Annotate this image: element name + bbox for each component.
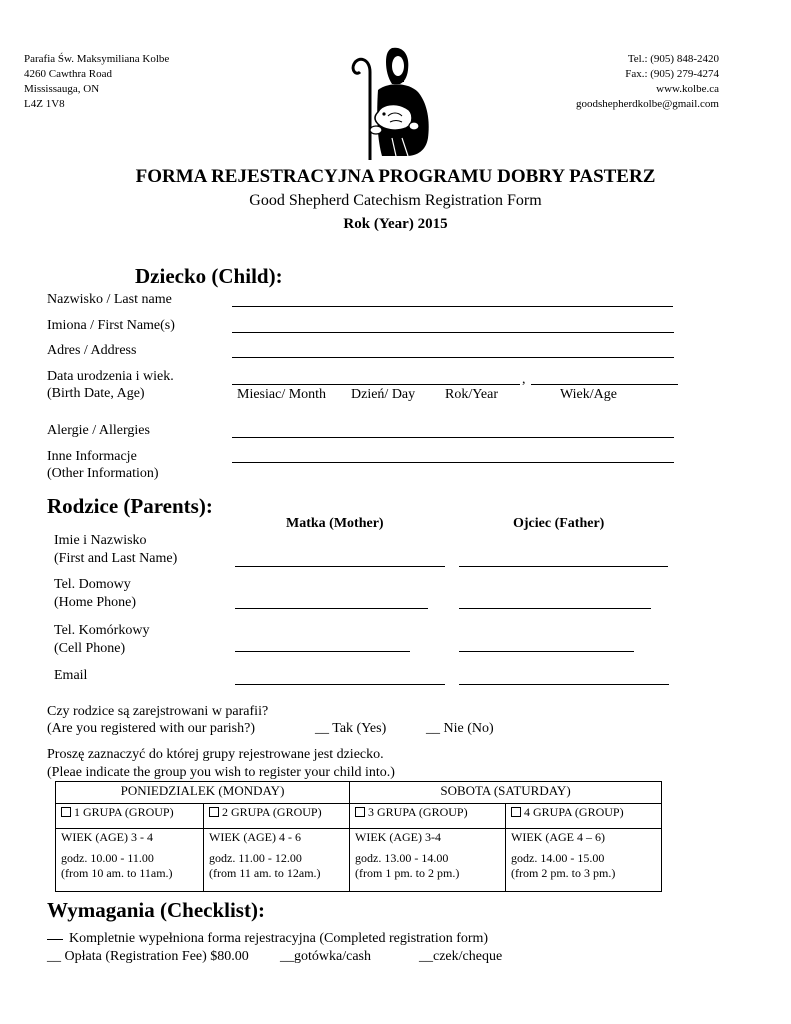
group-instruction-pl: Proszę zaznaczyć do której grupy rejestrowane jest dziecko. [47, 747, 384, 762]
parents-section-heading: Rodzice (Parents): [47, 494, 213, 518]
contact-phone: Tel.: (905) 848-2420 [627, 53, 719, 65]
group-1-details [56, 829, 204, 892]
group-2-time: godz. 11.00 - 12.00 [209, 851, 302, 865]
allergies-label: Alergie / Allergies [47, 423, 150, 438]
birth-date-comma: , [522, 372, 526, 387]
child-first-names-field[interactable] [232, 332, 674, 333]
address-label: Adres / Address [47, 343, 137, 358]
child-birth-date-field[interactable] [232, 384, 520, 385]
child-address-field[interactable] [232, 357, 674, 358]
birth-date-label-en: (Birth Date, Age) [47, 386, 145, 401]
address-line: Mississauga, ON [24, 83, 100, 95]
home-phone-label-en: (Home Phone) [54, 595, 137, 610]
group-2-label: 2 GRUPA (GROUP) [222, 805, 322, 819]
cell-phone-label-pl: Tel. Komórkowy [54, 623, 150, 638]
email-label: Email [54, 668, 88, 683]
group-4-time-en: (from 2 pm. to 3 pm.) [511, 866, 616, 880]
good-shepherd-logo [348, 42, 438, 160]
day-caption: Dzień/ Day [351, 387, 416, 402]
parish-question-pl: Czy rodzice są zarejstrowani w parafii? [47, 704, 269, 719]
birth-date-label-pl: Data urodzenia i wiek. [47, 369, 174, 384]
group-4-details [506, 829, 662, 892]
group-1-time: godz. 10.00 - 11.00 [61, 851, 154, 865]
group-4-label: 4 GRUPA (GROUP) [524, 805, 624, 819]
group-3-age: WIEK (AGE) 3-4 [355, 830, 441, 844]
group-2-age: WIEK (AGE) 4 - 6 [209, 830, 301, 844]
checkbox-icon[interactable] [209, 807, 219, 817]
checkbox-icon[interactable] [511, 807, 521, 817]
form-year: Rok (Year) 2015 [343, 216, 448, 232]
parish-no-option[interactable]: __ Nie (No) [426, 721, 494, 736]
parish-address [24, 52, 169, 112]
contact-website: www.kolbe.ca [656, 83, 719, 95]
home-phone-label-pl: Tel. Domowy [54, 577, 131, 592]
father-cell-phone-field[interactable] [459, 651, 634, 652]
group-2-time-en: (from 11 am. to 12am.) [209, 866, 321, 880]
group-3-time-en: (from 1 pm. to 2 pm.) [355, 866, 460, 880]
contact-email: goodshepherdkolbe@gmail.com [575, 98, 719, 110]
form-subtitle: Good Shepherd Catechism Registration Form [249, 192, 542, 209]
contact-fax: Fax.: (905) 279-4274 [625, 68, 719, 80]
group-2-option[interactable] [204, 804, 350, 829]
child-other-info-field[interactable] [232, 462, 674, 463]
first-names-label: Imiona / First Name(s) [47, 318, 175, 333]
child-allergies-field[interactable] [232, 437, 674, 438]
payment-cheque-option[interactable]: __czek/cheque [419, 949, 503, 964]
checklist-item-form-label: Kompletnie wypełniona forma rejestracyjna (Completed registration form) [69, 931, 489, 946]
other-info-label-pl: Inne Informacje [47, 449, 137, 464]
monday-header: PONIEDZIALEK (MONDAY) [56, 782, 350, 804]
saturday-header: SOBOTA (SATURDAY) [350, 782, 662, 804]
parent-name-label-en: (First and Last Name) [54, 551, 178, 566]
checklist-heading: Wymagania (Checklist): [47, 898, 265, 922]
group-3-label: 3 GRUPA (GROUP) [368, 805, 468, 819]
age-caption: Wiek/Age [560, 387, 617, 402]
month-caption: Miesiac/ Month [237, 387, 327, 402]
payment-cash-option[interactable]: __gotówka/cash [280, 949, 371, 964]
group-instruction-en: (Pleae indicate the group you wish to register your child into.) [47, 765, 395, 780]
father-email-field[interactable] [459, 684, 669, 685]
group-table [55, 781, 662, 892]
checklist-item-form[interactable] [47, 929, 488, 947]
mother-name-field[interactable] [235, 566, 445, 567]
mother-column-header: Matka (Mother) [286, 516, 384, 531]
father-home-phone-field[interactable] [459, 608, 651, 609]
group-1-option[interactable] [56, 804, 204, 829]
child-age-field[interactable] [531, 384, 678, 385]
checklist-blank[interactable] [47, 939, 63, 940]
address-line: Parafia Św. Maksymiliana Kolbe [24, 53, 170, 65]
address-line: L4Z 1V8 [24, 98, 65, 110]
checkbox-icon[interactable] [355, 807, 365, 817]
group-3-time: godz. 13.00 - 14.00 [355, 851, 449, 865]
cell-phone-label-en: (Cell Phone) [54, 641, 126, 656]
mother-email-field[interactable] [235, 684, 445, 685]
mother-home-phone-field[interactable] [235, 608, 428, 609]
checkbox-icon[interactable] [61, 807, 71, 817]
child-section-heading: Dziecko (Child): [135, 264, 283, 288]
group-1-age: WIEK (AGE) 3 - 4 [61, 830, 153, 844]
parent-name-label-pl: Imie i Nazwisko [54, 533, 147, 548]
group-1-label: 1 GRUPA (GROUP) [74, 805, 174, 819]
father-column-header: Ojciec (Father) [513, 516, 605, 531]
form-title: FORMA REJESTRACYJNA PROGRAMU DOBRY PASTERZ [135, 166, 656, 187]
group-4-age: WIEK (AGE 4 – 6) [511, 830, 605, 844]
checklist-item-fee[interactable]: __ Opłata (Registration Fee) $80.00 [47, 949, 249, 964]
group-2-details [204, 829, 350, 892]
parish-question-en: (Are you registered with our parish?) [47, 721, 255, 736]
other-info-label-en: (Other Information) [47, 466, 159, 481]
group-3-option[interactable] [350, 804, 506, 829]
year-caption: Rok/Year [445, 387, 499, 402]
parish-contact [576, 52, 719, 112]
group-4-option[interactable] [506, 804, 662, 829]
father-name-field[interactable] [459, 566, 668, 567]
address-line: 4260 Cawthra Road [24, 68, 112, 80]
mother-cell-phone-field[interactable] [235, 651, 410, 652]
parish-yes-option[interactable]: __ Tak (Yes) [315, 721, 387, 736]
group-3-details [350, 829, 506, 892]
group-1-time-en: (from 10 am. to 11am.) [61, 866, 173, 880]
child-last-name-field[interactable] [232, 306, 673, 307]
last-name-label: Nazwisko / Last name [47, 292, 172, 307]
group-4-time: godz. 14.00 - 15.00 [511, 851, 605, 865]
